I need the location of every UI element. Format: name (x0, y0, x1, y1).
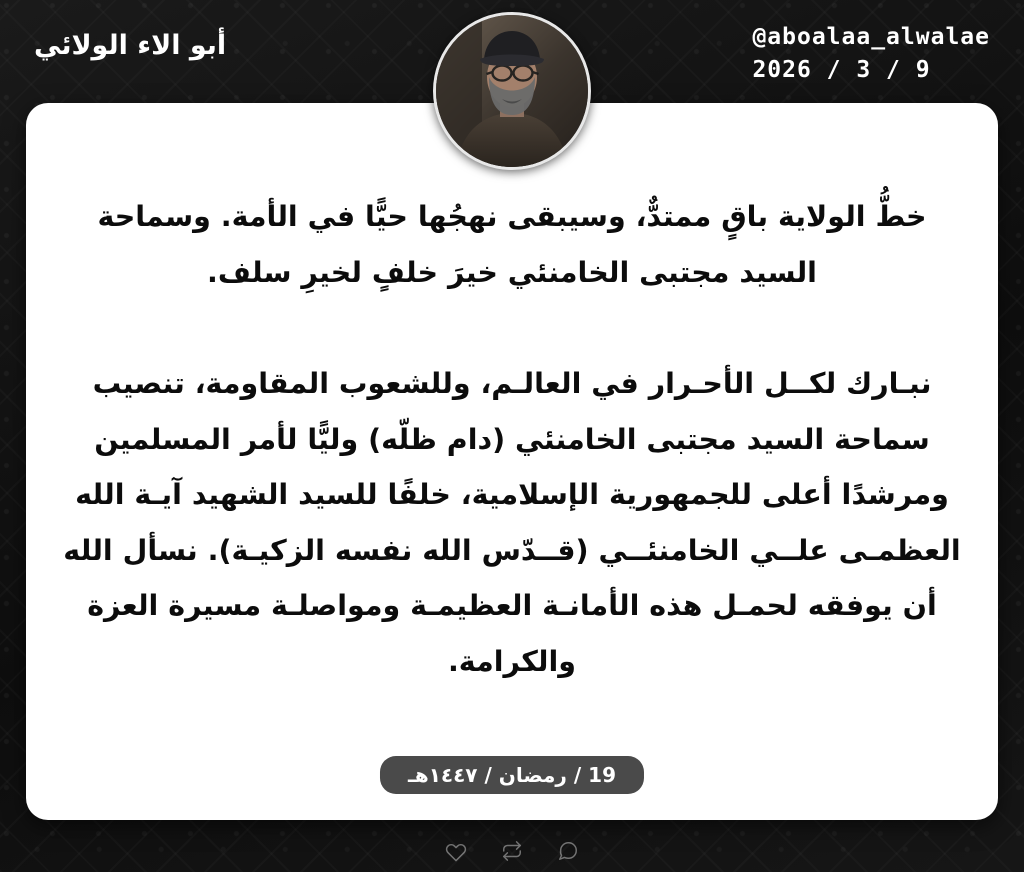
post-paragraph-2: نبـارك لكــل الأحـرار في العالـم، وللشعوب المقاومة، تنصيب سماحة السيد مجتبى الخامنئي (دام ظلّه) وليًّا لأمر المسلمين ومرشدًا أعلى للجمهورية الإسلامية، خلفًا للسيد الشهيد آيـة الله العظمـى علــي الخامنئــي (قــدّس الله نفسه الزكيـة). نسأل الله أن يوفقه لحمـل هذه الأمانـة العظيمـة ومواصلـة مسيرة العزة والكرامة. (63, 367, 961, 678)
repost-icon[interactable] (501, 840, 523, 862)
content-card (26, 103, 998, 820)
avatar (433, 12, 591, 170)
post-actions (0, 840, 1024, 862)
hijri-date-badge: 19 / رمضان / ١٤٤٧هـ (380, 756, 644, 794)
account-handle: @aboalaa_alwalae (752, 24, 990, 50)
gregorian-date: 2026 / 3 / 9 (752, 57, 931, 84)
heart-icon[interactable] (445, 840, 467, 862)
post-paragraph-1: خطُّ الولاية باقٍ ممتدٌّ، وسيبقى نهجُها حيًّا في الأمة. وسماحة السيد مجتبى الخامنئي خيرَ خلفٍ لخيرِ سلف. (97, 200, 927, 289)
comment-icon[interactable] (557, 840, 579, 862)
post-text-body (60, 189, 964, 742)
account-meta (752, 22, 990, 88)
author-name: أبو الاء الولائي (34, 30, 227, 61)
